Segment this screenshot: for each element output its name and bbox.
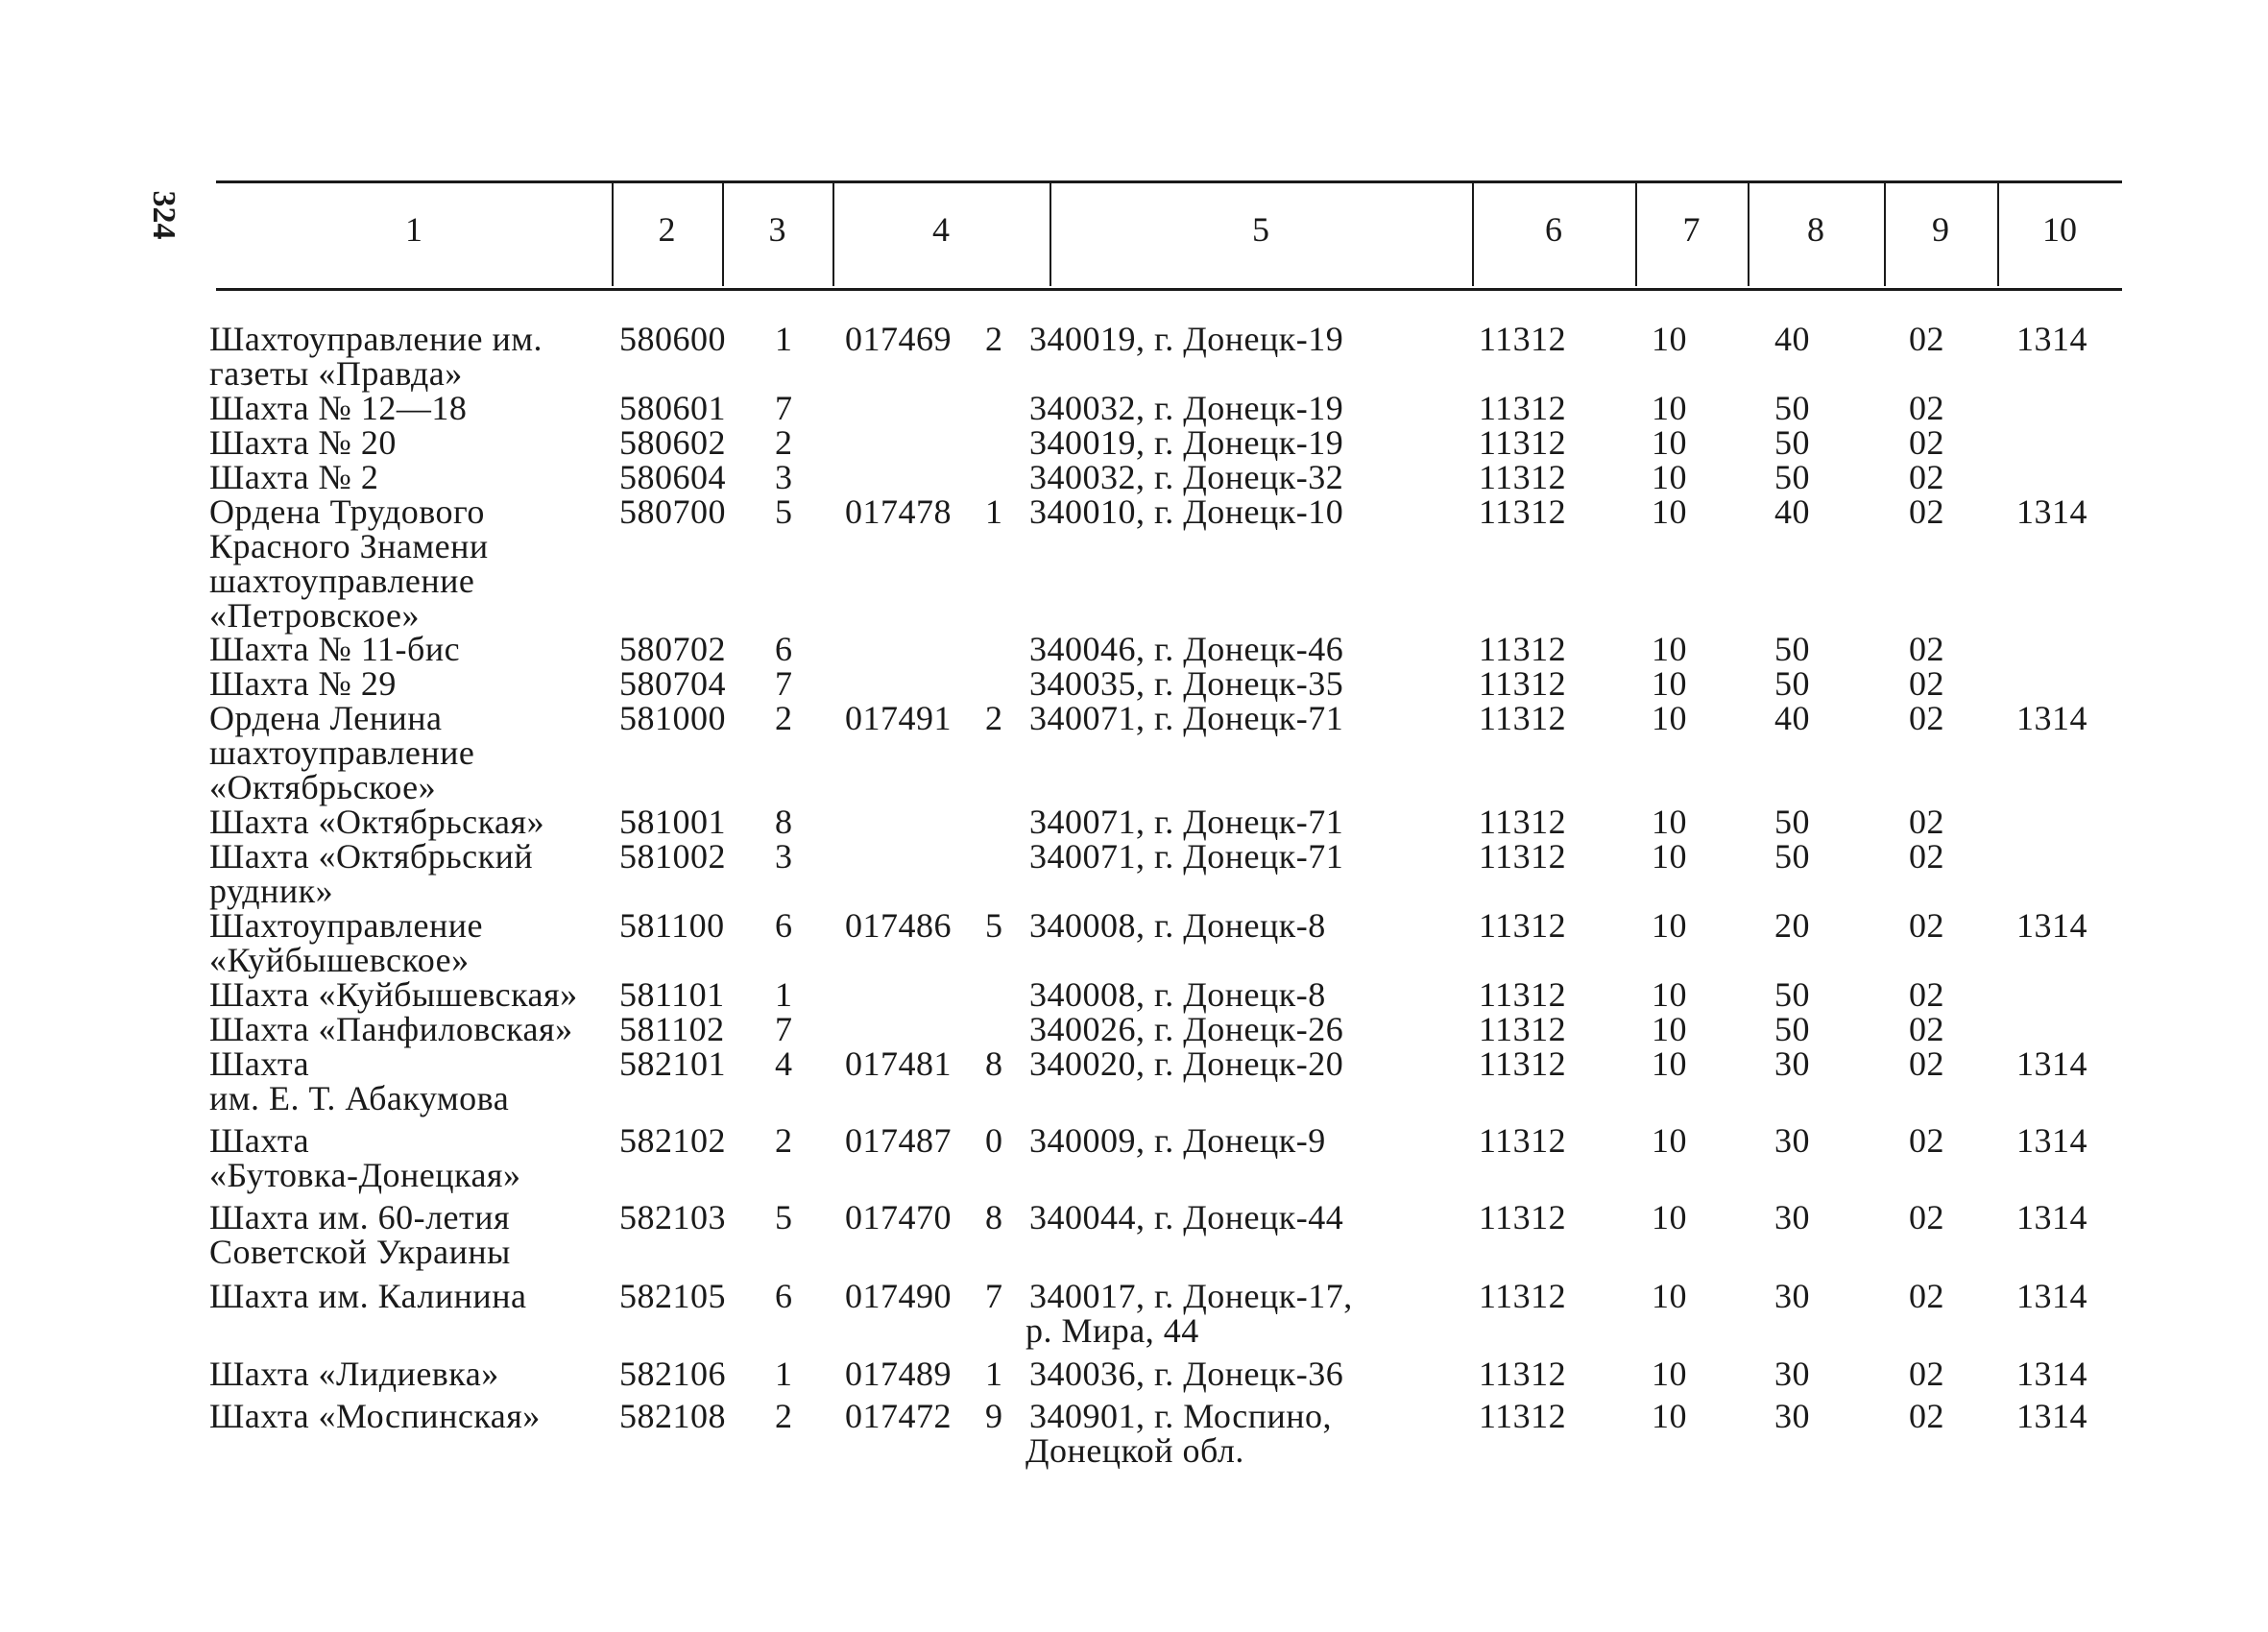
- cell-col9: 02: [1909, 389, 1944, 427]
- cell-col8: 30: [1774, 1044, 1810, 1083]
- cell-col4b: 7: [985, 1277, 1003, 1315]
- cell-enterprise-name: [209, 1012, 573, 1046]
- name-line: «Петровское»: [209, 596, 420, 635]
- cell-col8: 30: [1774, 1277, 1810, 1315]
- cell-col3: 1: [775, 1355, 793, 1393]
- address-line: 340008, г. Донецк-8: [1029, 975, 1326, 1014]
- cell-address: [1029, 1012, 1343, 1046]
- address-line: 340071, г. Донецк-71: [1029, 803, 1344, 841]
- cell-enterprise-name: [209, 804, 544, 839]
- cell-col6: 11312: [1479, 1397, 1567, 1435]
- cell-address: [1029, 701, 1343, 735]
- cell-enterprise-name: [209, 322, 543, 391]
- address-line: 340035, г. Донецк-35: [1029, 664, 1344, 703]
- cell-col8: 30: [1774, 1121, 1810, 1160]
- cell-col4: 017489: [845, 1355, 952, 1393]
- cell-col3: 8: [775, 803, 793, 841]
- column-header-9: 9: [1932, 210, 1949, 249]
- address-line: 340046, г. Донецк-46: [1029, 630, 1344, 668]
- cell-col6: 11312: [1479, 803, 1567, 841]
- name-line: Шахтоуправление: [209, 906, 484, 945]
- cell-col8: 50: [1774, 837, 1810, 876]
- cell-code: 580600: [619, 320, 726, 358]
- cell-col8: 30: [1774, 1355, 1810, 1393]
- name-line: Шахта: [209, 1044, 310, 1083]
- address-line: 340026, г. Донецк-26: [1029, 1010, 1344, 1048]
- address-line: 340019, г. Донецк-19: [1029, 423, 1344, 462]
- address-line: Донецкой обл.: [1025, 1431, 1244, 1470]
- cell-col9: 02: [1909, 1277, 1944, 1315]
- name-line: Шахта им. 60-летия: [209, 1198, 511, 1236]
- cell-col3: 5: [775, 1198, 793, 1236]
- cell-col8: 40: [1774, 492, 1810, 531]
- cell-col4: 017481: [845, 1044, 952, 1083]
- cell-col4b: 8: [985, 1198, 1003, 1236]
- name-line: Шахта «Октябрьская»: [209, 803, 545, 841]
- cell-col6: 11312: [1479, 458, 1567, 496]
- name-line: рудник»: [209, 872, 334, 910]
- cell-col3: 3: [775, 837, 793, 876]
- cell-address: [1029, 322, 1343, 356]
- cell-col9: 02: [1909, 630, 1944, 668]
- cell-col3: 2: [775, 699, 793, 737]
- cell-col6: 11312: [1479, 1044, 1567, 1083]
- cell-col10: 1314: [2016, 1397, 2087, 1435]
- cell-col4: 017472: [845, 1397, 952, 1435]
- cell-enterprise-name: [209, 391, 467, 425]
- cell-address: [1029, 908, 1326, 943]
- cell-address: [1029, 977, 1326, 1012]
- cell-col9: 02: [1909, 1355, 1944, 1393]
- cell-col9: 02: [1909, 664, 1944, 703]
- table-top-rule: [216, 180, 2122, 183]
- cell-col3: 7: [775, 389, 793, 427]
- cell-col6: 11312: [1479, 492, 1567, 531]
- cell-address: [1029, 391, 1343, 425]
- address-line: 340009, г. Донецк-9: [1029, 1121, 1326, 1160]
- cell-address: [1029, 425, 1343, 460]
- cell-col3: 6: [775, 1277, 793, 1315]
- name-line: Шахта «Октябрьский: [209, 837, 534, 876]
- address-line: 340071, г. Донецк-71: [1029, 699, 1344, 737]
- cell-col4b: 2: [985, 699, 1003, 737]
- column-header-1: 1: [405, 210, 422, 249]
- cell-code: 582102: [619, 1121, 726, 1160]
- cell-col3: 3: [775, 458, 793, 496]
- cell-col9: 02: [1909, 699, 1944, 737]
- cell-col8: 40: [1774, 320, 1810, 358]
- cell-code: 581102: [619, 1010, 725, 1048]
- cell-col4: 017470: [845, 1198, 952, 1236]
- cell-col8: 20: [1774, 906, 1810, 945]
- cell-code: 580702: [619, 630, 726, 668]
- cell-col9: 02: [1909, 837, 1944, 876]
- address-line: 340008, г. Донецк-8: [1029, 906, 1326, 945]
- column-header-5: 5: [1252, 210, 1269, 249]
- cell-code: 580604: [619, 458, 726, 496]
- cell-col4: 017469: [845, 320, 952, 358]
- cell-col8: 50: [1774, 389, 1810, 427]
- cell-col9: 02: [1909, 1121, 1944, 1160]
- cell-address: [1029, 460, 1343, 494]
- cell-col6: 11312: [1479, 1355, 1567, 1393]
- cell-col3: 7: [775, 664, 793, 703]
- name-line: им. Е. Т. Абакумова: [209, 1079, 510, 1117]
- address-line: 340901, г. Моспино,: [1029, 1397, 1332, 1435]
- cell-code: 582105: [619, 1277, 726, 1315]
- address-line: 340020, г. Донецк-20: [1029, 1044, 1344, 1083]
- cell-col3: 4: [775, 1044, 793, 1083]
- name-line: Шахтоуправление им.: [209, 320, 543, 358]
- cell-enterprise-name: [209, 1399, 541, 1433]
- cell-address: [1029, 632, 1343, 666]
- page-number: 324: [146, 190, 181, 240]
- cell-enterprise-name: [209, 1046, 509, 1116]
- cell-col7: 10: [1652, 458, 1687, 496]
- cell-col9: 02: [1909, 1010, 1944, 1048]
- name-line: Советской Украины: [209, 1233, 511, 1271]
- cell-col8: 50: [1774, 630, 1810, 668]
- cell-col10: 1314: [2016, 1121, 2087, 1160]
- cell-col6: 11312: [1479, 1121, 1567, 1160]
- cell-address: [1029, 804, 1343, 839]
- cell-col6: 11312: [1479, 699, 1567, 737]
- cell-code: 582103: [619, 1198, 726, 1236]
- cell-code: 581000: [619, 699, 726, 737]
- cell-code: 581100: [619, 906, 725, 945]
- cell-col6: 11312: [1479, 389, 1567, 427]
- cell-col8: 50: [1774, 423, 1810, 462]
- address-line: 340017, г. Донецк-17,: [1029, 1277, 1353, 1315]
- cell-col10: 1314: [2016, 906, 2087, 945]
- cell-col7: 10: [1652, 1121, 1687, 1160]
- cell-col10: 1314: [2016, 320, 2087, 358]
- cell-enterprise-name: [209, 701, 474, 804]
- address-line: 340019, г. Донецк-19: [1029, 320, 1344, 358]
- cell-code: 580602: [619, 423, 726, 462]
- column-header-2: 2: [658, 210, 676, 249]
- cell-col3: 6: [775, 906, 793, 945]
- cell-col4b: 1: [985, 492, 1003, 531]
- column-header-7: 7: [1682, 210, 1701, 249]
- address-line: 340032, г. Донецк-32: [1029, 458, 1344, 496]
- cell-col9: 02: [1909, 1198, 1944, 1236]
- cell-enterprise-name: [209, 425, 397, 460]
- name-line: Шахта им. Калинина: [209, 1277, 527, 1315]
- cell-col6: 11312: [1479, 630, 1567, 668]
- cell-col9: 02: [1909, 320, 1944, 358]
- cell-col4: 017478: [845, 492, 952, 531]
- name-line: шахтоуправление: [209, 562, 475, 600]
- cell-col4b: 1: [985, 1355, 1003, 1393]
- cell-enterprise-name: [209, 977, 578, 1012]
- cell-code: 581001: [619, 803, 726, 841]
- cell-col6: 11312: [1479, 320, 1567, 358]
- cell-address: [1029, 1123, 1326, 1158]
- cell-col4b: 8: [985, 1044, 1003, 1083]
- cell-col7: 10: [1652, 320, 1687, 358]
- cell-col8: 50: [1774, 458, 1810, 496]
- name-line: Шахта № 11-бис: [209, 630, 461, 668]
- column-header-10: 10: [2042, 210, 2077, 249]
- cell-col7: 10: [1652, 803, 1687, 841]
- cell-col8: 30: [1774, 1397, 1810, 1435]
- cell-col3: 5: [775, 492, 793, 531]
- cell-col9: 02: [1909, 803, 1944, 841]
- cell-col8: 50: [1774, 664, 1810, 703]
- cell-col7: 10: [1652, 1010, 1687, 1048]
- name-line: газеты «Правда»: [209, 354, 463, 393]
- cell-enterprise-name: [209, 632, 460, 666]
- name-line: Красного Знамени: [209, 527, 489, 565]
- cell-code: 581101: [619, 975, 725, 1014]
- cell-col10: 1314: [2016, 1277, 2087, 1315]
- cell-col10: 1314: [2016, 1044, 2087, 1083]
- cell-col6: 11312: [1479, 1277, 1567, 1315]
- cell-col6: 11312: [1479, 664, 1567, 703]
- cell-col8: 30: [1774, 1198, 1810, 1236]
- cell-col4: 017490: [845, 1277, 952, 1315]
- cell-col7: 10: [1652, 975, 1687, 1014]
- cell-col4b: 0: [985, 1121, 1003, 1160]
- cell-code: 580700: [619, 492, 726, 531]
- cell-col3: 1: [775, 975, 793, 1014]
- cell-col7: 10: [1652, 389, 1687, 427]
- name-line: Ордена Ленина: [209, 699, 443, 737]
- table-header-bottom-rule: [216, 288, 2122, 291]
- column-header-4: 4: [932, 210, 950, 249]
- cell-col6: 11312: [1479, 975, 1567, 1014]
- cell-code: 580601: [619, 389, 726, 427]
- address-line: 340032, г. Донецк-19: [1029, 389, 1344, 427]
- cell-col10: 1314: [2016, 1198, 2087, 1236]
- name-line: Шахта «Куйбышевская»: [209, 975, 578, 1014]
- name-line: Шахта № 29: [209, 664, 397, 703]
- cell-address: [1025, 1277, 1353, 1350]
- name-line: «Куйбышевское»: [209, 941, 470, 979]
- cell-col8: 50: [1774, 1010, 1810, 1048]
- name-line: Ордена Трудового: [209, 492, 485, 531]
- cell-col4: 017491: [845, 699, 952, 737]
- cell-address: [1029, 1046, 1343, 1081]
- cell-enterprise-name: [209, 1123, 521, 1192]
- cell-enterprise-name: [209, 460, 378, 494]
- cell-col9: 02: [1909, 423, 1944, 462]
- cell-col7: 10: [1652, 1355, 1687, 1393]
- cell-code: 581002: [619, 837, 726, 876]
- cell-col9: 02: [1909, 492, 1944, 531]
- cell-address: [1029, 1200, 1343, 1235]
- cell-code: 580704: [619, 664, 726, 703]
- cell-col4: 017487: [845, 1121, 952, 1160]
- column-header-3: 3: [768, 210, 786, 249]
- cell-col10: 1314: [2016, 699, 2087, 737]
- cell-col9: 02: [1909, 458, 1944, 496]
- cell-col4b: 9: [985, 1397, 1003, 1435]
- cell-col7: 10: [1652, 492, 1687, 531]
- cell-col10: 1314: [2016, 492, 2087, 531]
- cell-code: 582108: [619, 1397, 726, 1435]
- cell-col7: 10: [1652, 906, 1687, 945]
- cell-col9: 02: [1909, 906, 1944, 945]
- cell-col4: 017486: [845, 906, 952, 945]
- cell-address: [1029, 494, 1343, 529]
- cell-col7: 10: [1652, 1277, 1687, 1315]
- address-line: р. Мира, 44: [1025, 1311, 1199, 1350]
- cell-col6: 11312: [1479, 1198, 1567, 1236]
- cell-col7: 10: [1652, 1198, 1687, 1236]
- cell-code: 582101: [619, 1044, 726, 1083]
- name-line: «Октябрьское»: [209, 768, 437, 806]
- column-header-8: 8: [1807, 210, 1824, 249]
- name-line: Шахта № 20: [209, 423, 397, 462]
- cell-col7: 10: [1652, 699, 1687, 737]
- cell-col3: 2: [775, 1397, 793, 1435]
- cell-col7: 10: [1652, 664, 1687, 703]
- cell-col7: 10: [1652, 630, 1687, 668]
- cell-enterprise-name: [209, 666, 397, 701]
- cell-enterprise-name: [209, 839, 533, 908]
- cell-enterprise-name: [209, 1279, 526, 1313]
- cell-col10: 1314: [2016, 1355, 2087, 1393]
- cell-col6: 11312: [1479, 423, 1567, 462]
- cell-code: 582106: [619, 1355, 726, 1393]
- cell-col7: 10: [1652, 423, 1687, 462]
- cell-enterprise-name: [209, 1356, 499, 1391]
- cell-col6: 11312: [1479, 1010, 1567, 1048]
- cell-col6: 11312: [1479, 906, 1567, 945]
- address-line: 340044, г. Донецк-44: [1029, 1198, 1344, 1236]
- cell-col7: 10: [1652, 1397, 1687, 1435]
- cell-col3: 2: [775, 423, 793, 462]
- name-line: шахтоуправление: [209, 733, 475, 772]
- cell-col6: 11312: [1479, 837, 1567, 876]
- cell-col3: 6: [775, 630, 793, 668]
- cell-col8: 50: [1774, 803, 1810, 841]
- cell-col4b: 5: [985, 906, 1003, 945]
- cell-col7: 10: [1652, 1044, 1687, 1083]
- address-line: 340036, г. Донецк-36: [1029, 1355, 1344, 1393]
- column-header-6: 6: [1545, 210, 1562, 249]
- cell-address: [1029, 666, 1343, 701]
- cell-enterprise-name: [209, 908, 483, 977]
- cell-address: [1025, 1397, 1332, 1470]
- cell-col3: 7: [775, 1010, 793, 1048]
- cell-col3: 2: [775, 1121, 793, 1160]
- address-line: 340010, г. Донецк-10: [1029, 492, 1344, 531]
- cell-address: [1029, 1356, 1343, 1391]
- name-line: Шахта «Панфиловская»: [209, 1010, 573, 1048]
- cell-col8: 40: [1774, 699, 1810, 737]
- cell-col8: 50: [1774, 975, 1810, 1014]
- address-line: 340071, г. Донецк-71: [1029, 837, 1344, 876]
- cell-enterprise-name: [209, 494, 489, 633]
- cell-col7: 10: [1652, 837, 1687, 876]
- cell-col9: 02: [1909, 1044, 1944, 1083]
- cell-col3: 1: [775, 320, 793, 358]
- name-line: «Бутовка-Донецкая»: [209, 1156, 521, 1194]
- name-line: Шахта № 2: [209, 458, 379, 496]
- cell-col9: 02: [1909, 1397, 1944, 1435]
- name-line: Шахта «Лидиевка»: [209, 1355, 499, 1393]
- name-line: Шахта: [209, 1121, 310, 1160]
- cell-col4b: 2: [985, 320, 1003, 358]
- name-line: Шахта «Моспинская»: [209, 1397, 541, 1435]
- name-line: Шахта № 12—18: [209, 389, 468, 427]
- cell-enterprise-name: [209, 1200, 511, 1269]
- cell-address: [1029, 839, 1343, 874]
- cell-col9: 02: [1909, 975, 1944, 1014]
